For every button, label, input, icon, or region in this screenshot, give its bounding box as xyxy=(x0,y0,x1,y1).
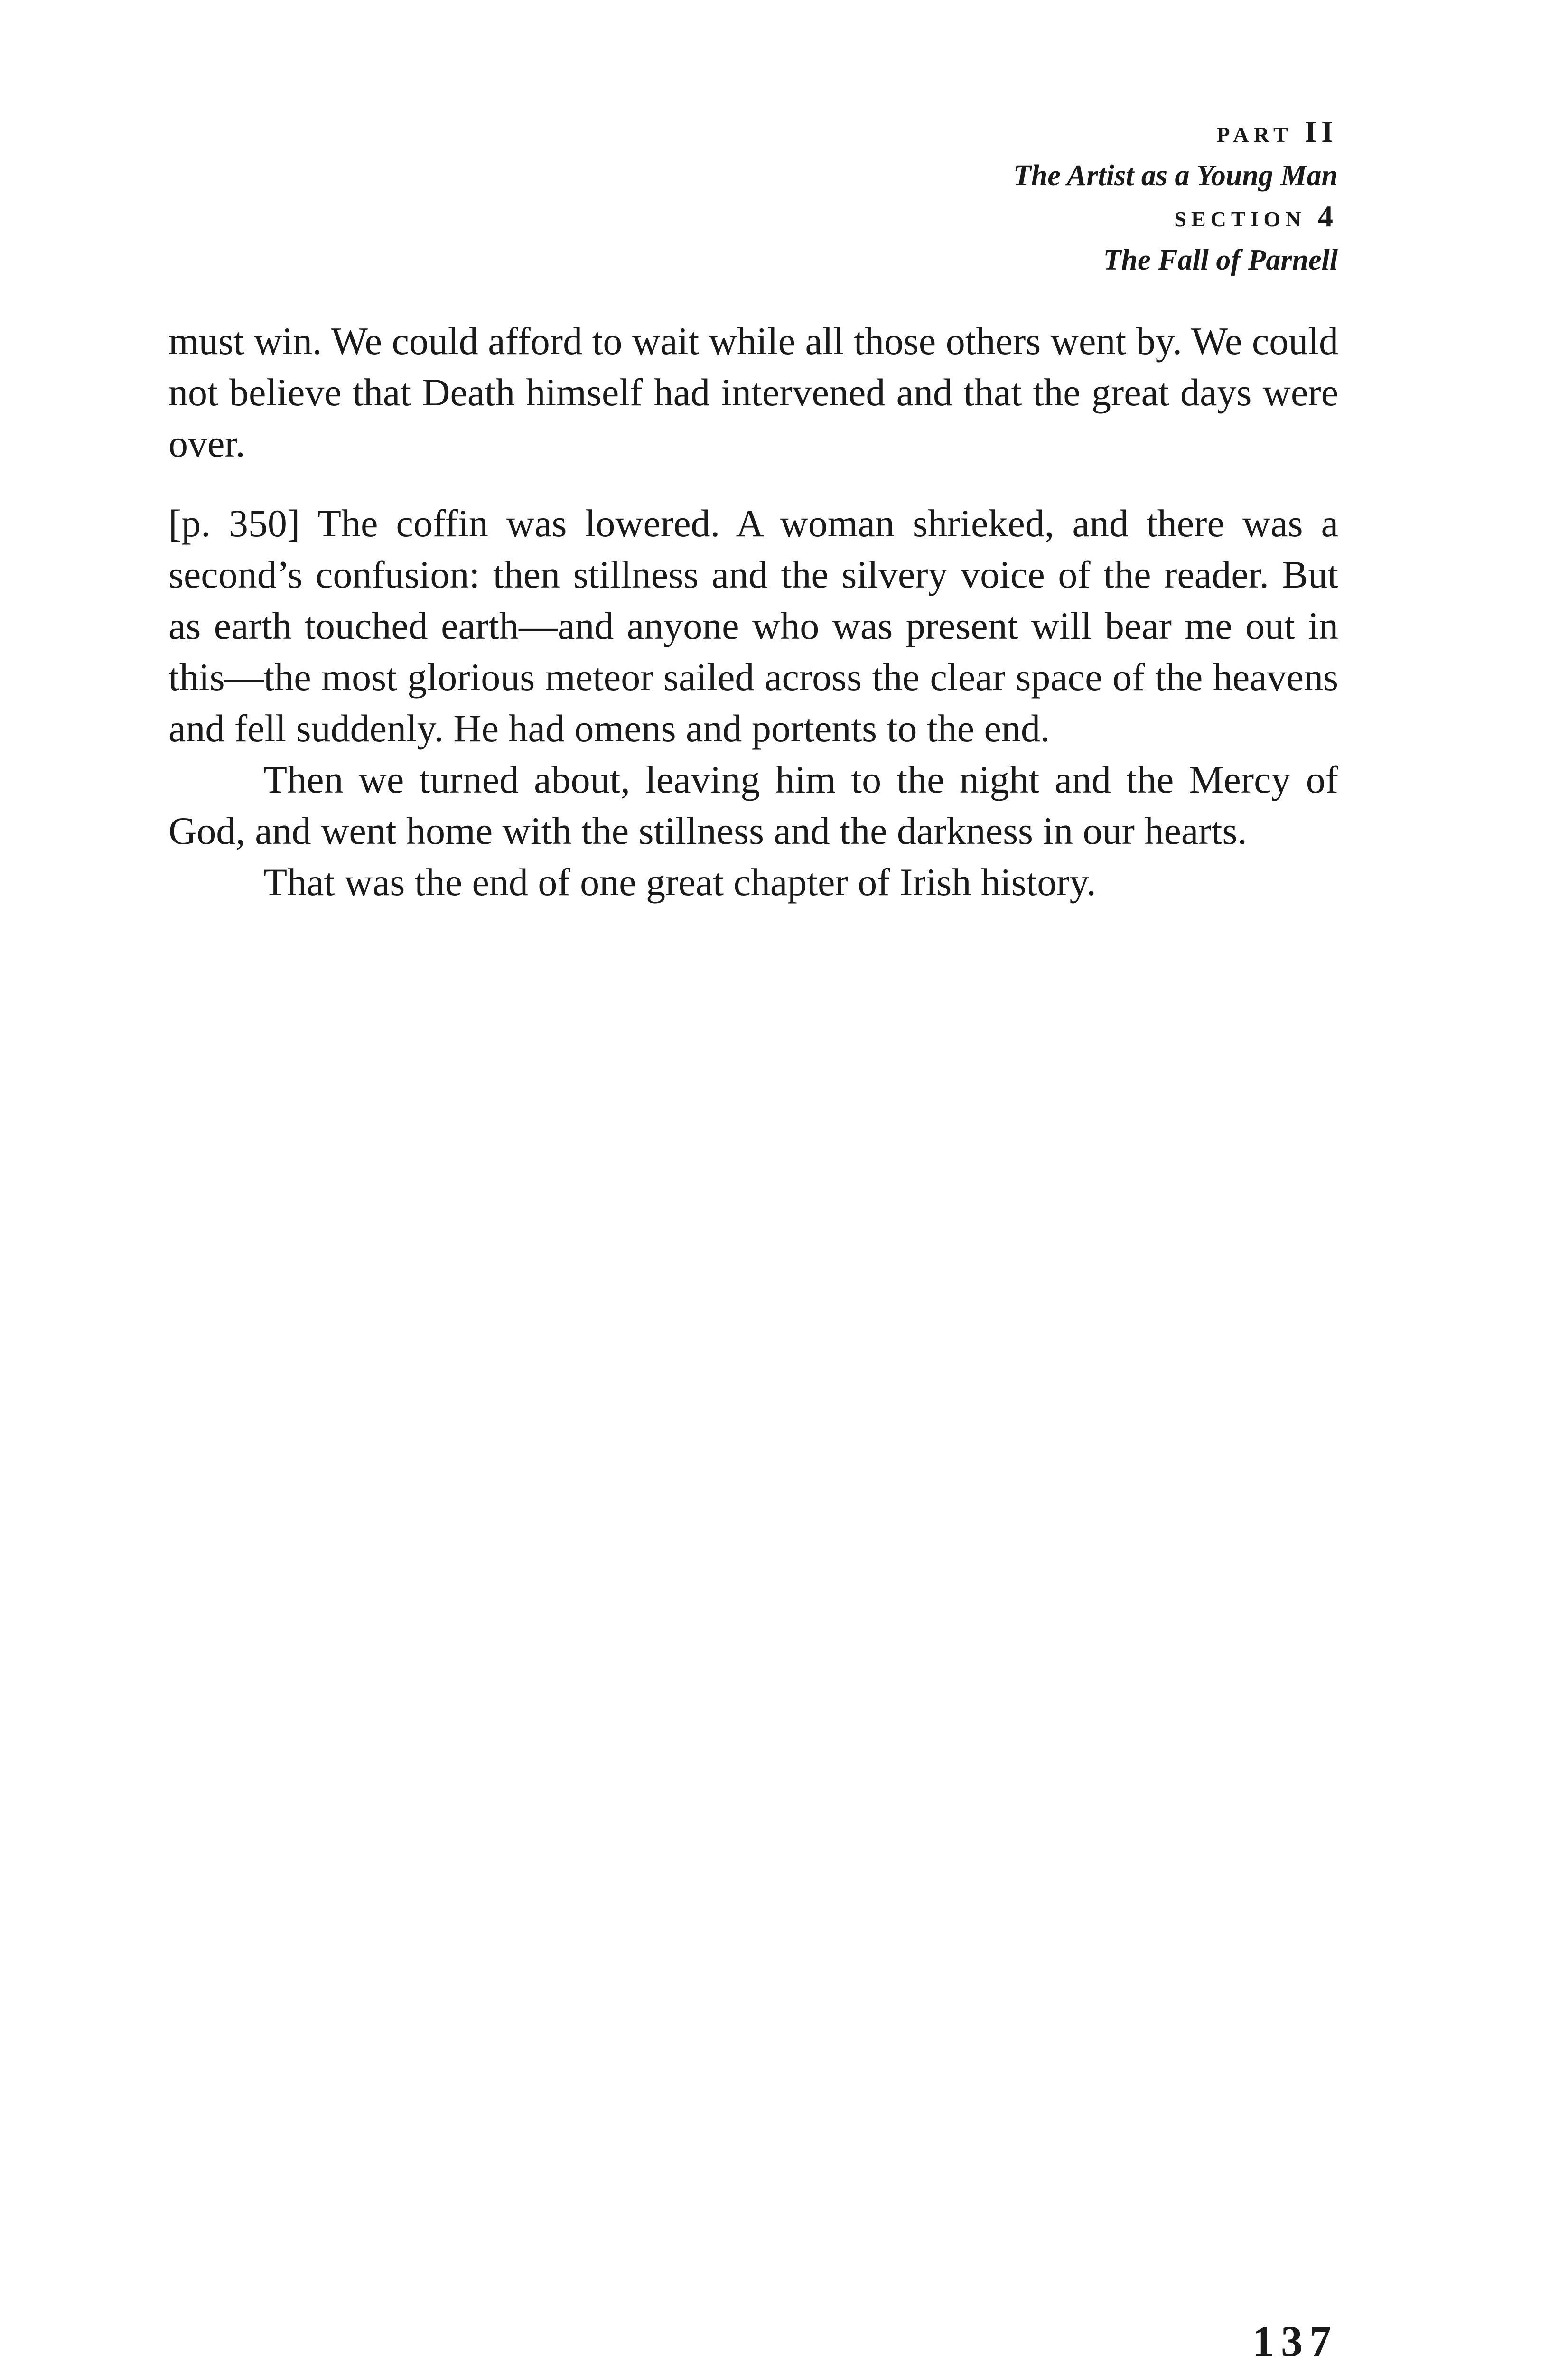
section-line xyxy=(1013,196,1338,240)
paragraph: Then we turned about, leaving him to the night and the Mercy of God, and went home with the stillness and the darkness in our hearts. xyxy=(168,758,1338,852)
paragraph: That was the end of one great chapter of Irish history. xyxy=(263,860,1096,904)
page-number: 137 xyxy=(1252,2317,1338,2365)
part-number: II xyxy=(1305,115,1338,149)
part-line xyxy=(1013,112,1338,155)
paragraph: must win. We could afford to wait while all those others went by. We could not believe that Death himself had intervened and that the great days were over. xyxy=(168,319,1338,465)
paragraph: [p. 350] The coffin was lowered. A woman shrieked, and there was a second’s confusion: then stillness and the silvery voice of the reader. But as earth touched earth—and anyone who was present will bear me out in this—the most glorious meteor sailed across the clear space of the heavens and fell suddenly. He had omens and portents to the end. xyxy=(168,502,1338,750)
section-number: 4 xyxy=(1318,199,1338,233)
section-title: The Fall of Parnell xyxy=(1103,244,1338,276)
section-label: SECTION xyxy=(1174,207,1306,231)
running-head xyxy=(1013,112,1338,280)
body-text xyxy=(168,316,1338,908)
part-label: PART xyxy=(1216,122,1293,147)
part-title: The Artist as a Young Man xyxy=(1013,159,1338,192)
